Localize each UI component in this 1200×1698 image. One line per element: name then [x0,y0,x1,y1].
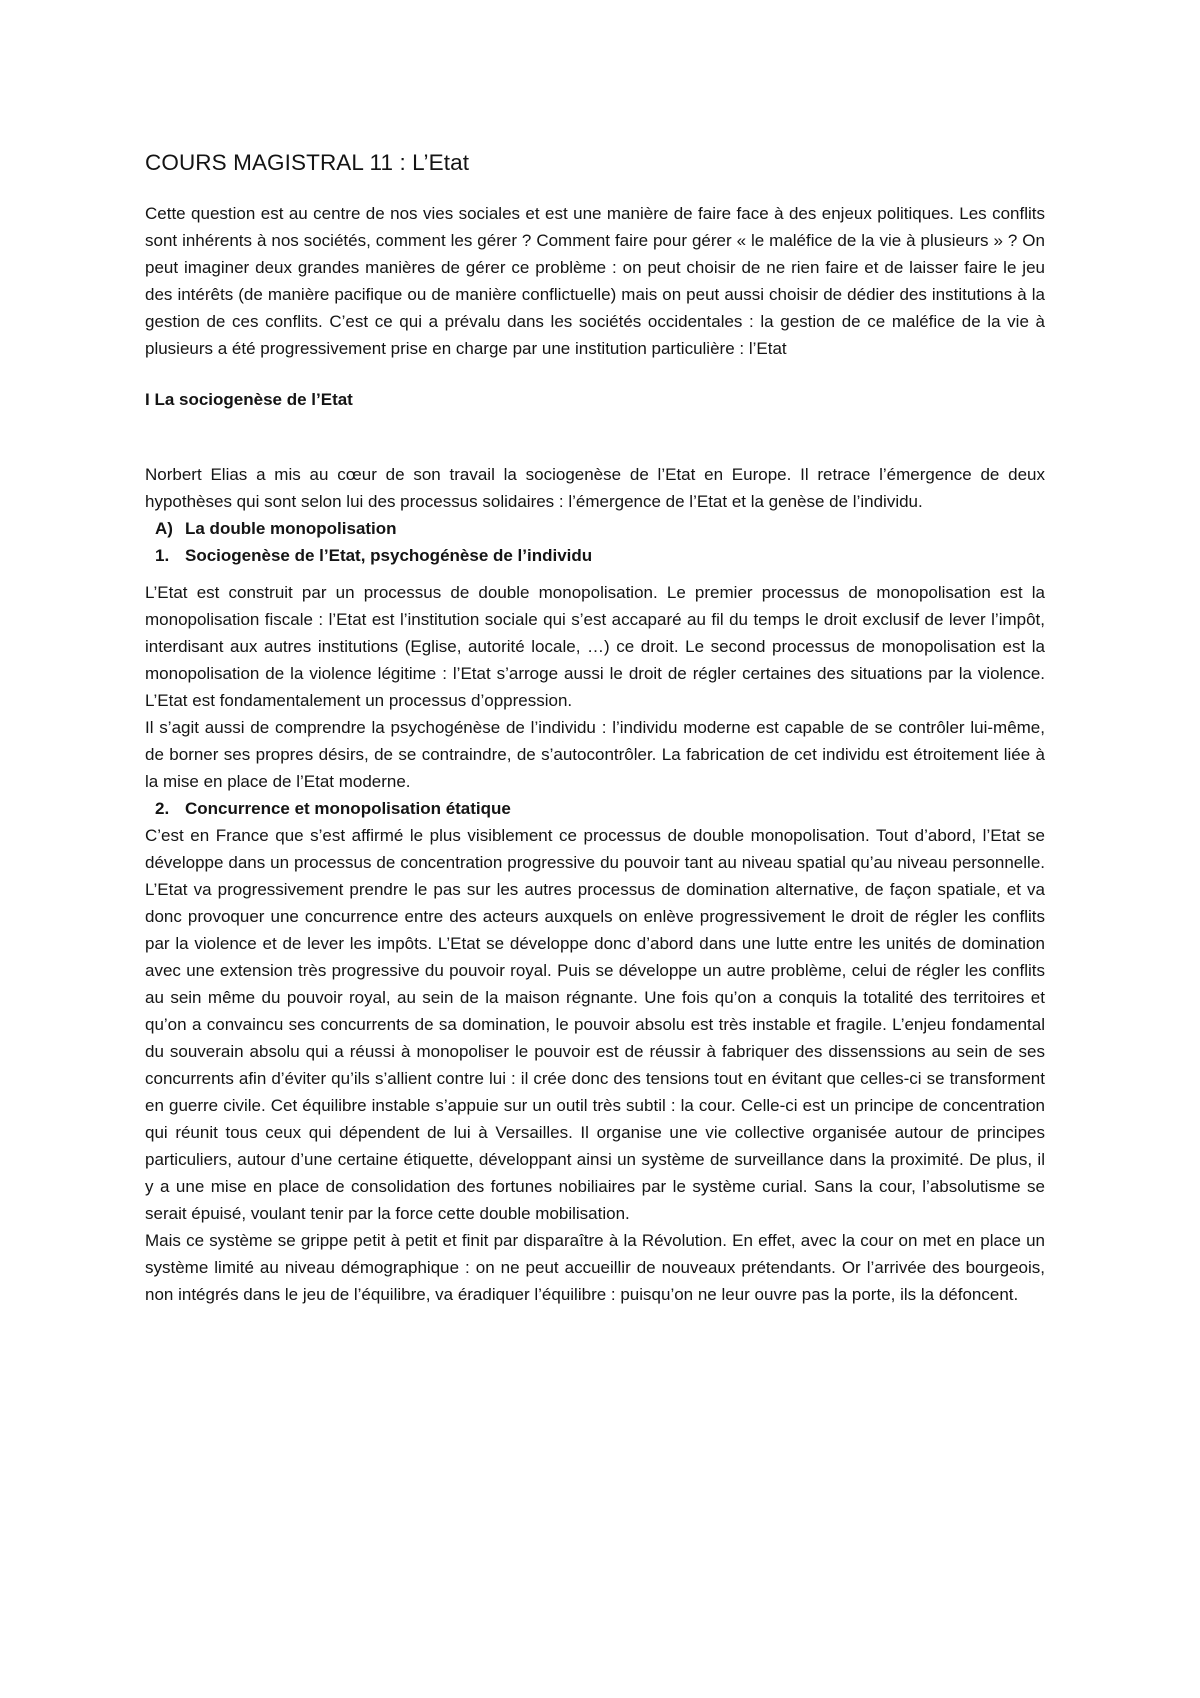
double-monopolisation-paragraph: L’Etat est construit par un processus de double monopolisation. Le premier processus de monopolisation est la monopolisation fiscale : l’Etat est l’institution sociale qui s’est accaparé au fil du temps le droit exclusif de lever l’impôt, interdisant aux autres institutions (Eglise, autorité locale, …) ce droit. Le second processus de monopolisation est la monopolisation de la violence légitime : l’Etat s’arroge aussi le droit de régler certaines des situations par la violence. L’Etat est fondamentalement un processus d’oppression. [145,583,1045,710]
subsection-1-marker: 1. [155,546,170,565]
subsection-a-label: La double monopolisation [185,519,397,538]
section-heading-sociogenese: I La sociogenèse de l’Etat [145,390,353,409]
subsection-2-label: Concurrence et monopolisation étatique [185,799,511,818]
elias-paragraph: Norbert Elias a mis au cœur de son travail la sociogenèse de l’Etat en Europe. Il retrace l’émergence de deux hypothèses qui sont selon lui des processus solidaires : l’émergence de l’Etat et la genèse de l’individu. [145,465,1045,511]
subsection-1-label: Sociogenèse de l’Etat, psychogénèse de l’individu [185,546,593,565]
document-page [145,148,1045,1308]
concurrence-paragraph: C’est en France que s’est affirmé le plus visiblement ce processus de double monopolisation. Tout d’abord, l’Etat se développe dans un processus de concentration progressive du pouvoir tant au niveau spatial qu’au niveau personnelle. L’Etat va progressivement prendre le pas sur les autres processus de domination alternative, de façon spatiale, et va donc provoquer une concurrence entre des acteurs auxquels on enlève progressivement le droit de régler les conflits par la violence et de lever les impôts. L’Etat se développe donc d’abord dans une lutte entre les unités de domination avec une extension très progressive du pouvoir royal. Puis se développe un autre problème, celui de régler les conflits au sein même du pouvoir royal, au sein de la maison régnante. Une fois qu’on a conquis la totalité des territoires et qu’on a convaincu ses concurrents de sa domination, le pouvoir absolu est très instable et fragile. L’enjeu fondamental du souverain absolu qui a réussi à monopoliser le pouvoir est de réussir à fabriquer des dissenssions au sein de ses concurrents afin d’éviter qu’ils s’allient contre lui : il crée donc des tensions tout en évitant que celles-ci se transforment en guerre civile. Cet équilibre instable s’appuie sur un outil très subtil : la cour. Celle-ci est un principe de concentration qui réunit tous ceux qui dépendent de lui à Versailles. Il organise une vie collective organisée autour de principes particuliers, autour d’une certaine étiquette, développant ainsi un système de surveillance dans la proximité. De plus, il y a une mise en place de consolidation des fortunes nobiliaires par le système curial. Sans la cour, l’absolutisme se serait épuisé, voulant tenir par la force cette double mobilisation. [145,826,1045,1223]
subsection-heading-1 [145,542,1045,569]
document-title: COURS MAGISTRAL 11 : L’Etat [145,150,470,175]
blank-spacer [145,413,1045,461]
subsection-a-marker: A) [155,519,173,538]
intro-paragraph: Cette question est au centre de nos vies sociales et est une manière de faire face à des enjeux politiques. Les conflits sont inhérents à nos sociétés, comment les gérer ? Comment faire pour gérer « le maléfice de la vie à plusieurs » ? On peut imaginer deux grandes manières de gérer ce problème : on peut choisir de ne rien faire et de laisser faire le jeu des intérêts (de manière pacifique ou de manière conflictuelle) mais on peut aussi choisir de dédier des institutions à la gestion de ces conflits. C’est ce qui a prévalu dans les sociétés occidentales : la gestion de ce maléfice de la vie à plusieurs a été progressivement prise en charge par une institution particulière : l’Etat [145,204,1045,358]
revolution-paragraph: Mais ce système se grippe petit à petit et finit par disparaître à la Révolution. En effet, avec la cour on met en place un système limité au niveau démographique : on ne peut accueillir de nouveaux prétendants. Or l’arrivée des bourgeois, non intégrés dans le jeu de l’équilibre, va éradiquer l’équilibre : puisqu’on ne leur ouvre pas la porte, ils la défoncent. [145,1231,1045,1304]
subsection-heading-a [145,515,1045,542]
subsection-2-marker: 2. [155,799,170,818]
psychogenese-paragraph: Il s’agit aussi de comprendre la psychogénèse de l’individu : l’individu moderne est capable de se contrôler lui-même, de borner ses propres désirs, de se contraindre, de s’autocontrôler. La fabrication de cet individu est étroitement liée à la mise en place de l’Etat moderne. [145,718,1045,791]
subsection-heading-2 [145,795,1045,822]
